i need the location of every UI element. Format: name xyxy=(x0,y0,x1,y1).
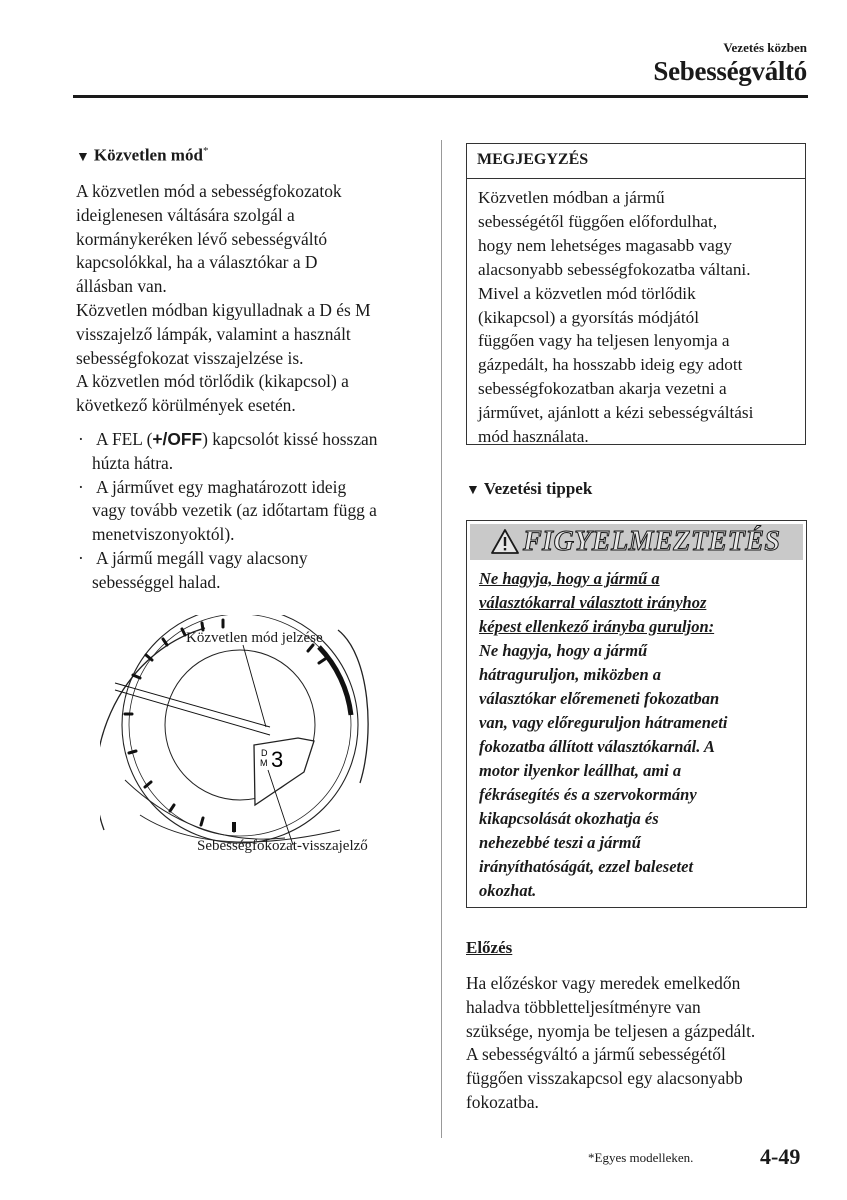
text-line: sebességfokozat visszajelzése is. xyxy=(76,347,304,368)
instrument-cluster-outline xyxy=(100,628,205,830)
list-text: sebességgel halad. xyxy=(92,571,221,592)
indicator-m-text: M xyxy=(260,758,268,768)
redline-arc xyxy=(319,647,351,715)
page-title: Sebességváltó xyxy=(653,56,807,86)
driving-tips-heading xyxy=(466,479,592,499)
direct-mode-paragraph xyxy=(76,180,371,418)
gauge-needle-edge xyxy=(115,683,270,727)
figure-label-direct-mode: Közvetlen mód jelzése xyxy=(186,630,323,646)
switch-symbol: +/OFF xyxy=(152,429,203,449)
text-line: függően vagy ha teljesen lenyomja a xyxy=(478,331,730,351)
warning-summary-line: Ne hagyja, hogy a jármű a xyxy=(479,569,660,588)
text-line: Közvetlen módban a jármű xyxy=(478,188,665,207)
gear-number-text: 3 xyxy=(271,747,284,772)
text-line: ideiglenesen váltására szolgál a xyxy=(76,204,295,225)
list-item xyxy=(78,428,377,452)
text-line: van, vagy előreguruljon hátrameneti xyxy=(479,713,728,732)
list-text: menetviszonyoktól). xyxy=(92,524,235,545)
overtaking-heading: Előzés xyxy=(466,938,513,957)
list-text: vagy tovább vezetik (az időtartam függ a xyxy=(92,500,377,521)
text-line: Ha előzéskor vagy meredek emelkedőn xyxy=(466,973,741,993)
note-box xyxy=(466,143,806,445)
text-line: szüksége, nyomja be teljesen a gázpedált. xyxy=(466,1020,756,1041)
list-text: A járművet egy maghatározott ideig xyxy=(96,476,347,497)
overtaking-paragraph xyxy=(466,972,755,1115)
gauge-illustration xyxy=(100,615,420,865)
column-divider xyxy=(441,140,442,1138)
direct-mode-heading xyxy=(76,145,208,166)
indicator-d-text: D xyxy=(261,748,268,758)
bullet-marker: · xyxy=(78,429,84,449)
warning-triangle-icon xyxy=(490,528,520,555)
text-line: következő körülmények esetén. xyxy=(76,395,296,416)
list-text: húzta hátra. xyxy=(92,452,174,473)
text-line: kikapcsolását okozhatja és xyxy=(479,809,659,828)
note-body xyxy=(478,186,753,449)
footnote-text: *Egyes modelleken. xyxy=(588,1150,694,1165)
text-line: kapcsolókkal, ha a választókar a D xyxy=(76,252,318,273)
text-line: fékrásegítés és a szervokormány xyxy=(479,785,697,804)
warning-box xyxy=(466,520,807,908)
text-line: sebességfokozatban akarja vezetni a xyxy=(478,379,727,399)
warning-summary-line: választókarral választott irányhoz xyxy=(479,593,707,612)
driving-tips-heading-text: Vezetési tippek xyxy=(483,479,593,498)
text-line: motor ilyenkor leállhat, ami a xyxy=(479,761,682,780)
gauge-needle xyxy=(115,690,270,735)
text-line: visszajelző lámpák, valamint a használt xyxy=(76,323,351,344)
text-line: (kikapcsol) a gyorsítás módjától xyxy=(478,307,700,327)
text-line: A közvetlen mód a sebességfokozatok xyxy=(76,181,342,201)
page-number: 4-49 xyxy=(760,1144,801,1169)
text-line: Mivel a közvetlen mód törlődik xyxy=(478,283,696,303)
list-text: A jármű megáll vagy alacsony xyxy=(96,547,308,568)
cancel-conditions-list xyxy=(78,428,377,595)
figure-label-gear-indicator: Sebességfokozat-visszajelző xyxy=(197,838,368,854)
warning-body xyxy=(479,567,727,903)
note-heading: MEGJEGYZÉS xyxy=(467,144,805,179)
text-line: gázpedált, ha hosszabb ideig egy adott xyxy=(478,355,743,375)
warning-header xyxy=(470,524,803,560)
text-line: fokozatba. xyxy=(466,1091,539,1112)
triangle-down-icon: ▼ xyxy=(466,483,480,498)
list-text: ) kapcsolót kissé hosszan xyxy=(202,429,378,449)
title-rule xyxy=(73,95,808,98)
text-line: Közvetlen módban kigyulladnak a D és M xyxy=(76,299,371,320)
bullet-marker: · xyxy=(78,476,84,497)
text-line: hogy nem lehetséges magasabb vagy xyxy=(478,235,732,255)
text-line: A közvetlen mód törlődik (kikapcsol) a xyxy=(76,371,349,392)
warning-summary-line: képest ellenkező irányba guruljon: xyxy=(479,617,715,636)
triangle-down-icon: ▼ xyxy=(76,149,90,165)
text-line: állásban van. xyxy=(76,276,167,297)
text-line: A sebességváltó a jármű sebességétől xyxy=(466,1044,726,1065)
text-line: haladva többletteljesítményre van xyxy=(466,996,701,1017)
direct-mode-heading-text: Közvetlen mód xyxy=(93,145,203,165)
bullet-marker: · xyxy=(78,547,84,568)
text-line: választókar előremeneti fokozatban xyxy=(479,689,720,708)
text-line: járművet, ajánlott a kézi sebességváltási xyxy=(478,403,754,423)
list-item xyxy=(78,547,377,571)
list-text: A FEL ( xyxy=(96,429,153,449)
section-label: Vezetés közben xyxy=(723,40,807,55)
text-line: alacsonyabb sebességfokozatba váltani. xyxy=(478,259,751,279)
footnote-marker: * xyxy=(202,145,209,157)
text-line: irányíthatóságát, ezzel balesetet xyxy=(479,857,694,876)
text-line: Ne hagyja, hogy a jármű xyxy=(479,641,648,660)
text-line: fokozatba állított választókarnál. A xyxy=(479,737,715,756)
text-line: hátraguruljon, miközben a xyxy=(479,665,662,684)
callout-line-top xyxy=(243,645,266,727)
list-item xyxy=(78,476,377,500)
text-line: sebességétől függően előfordulhat, xyxy=(478,211,718,231)
text-line: kormánykeréken lévő sebességváltó xyxy=(76,228,328,249)
text-line: nehezebbé teszi a jármű xyxy=(479,833,641,852)
text-line: okozhat. xyxy=(479,881,537,900)
text-line: függően visszakapcsol egy alacsonyabb xyxy=(466,1068,743,1089)
warning-title: FIGYELMEZTETÉS xyxy=(523,526,781,557)
text-line: mód használata. xyxy=(478,427,589,447)
